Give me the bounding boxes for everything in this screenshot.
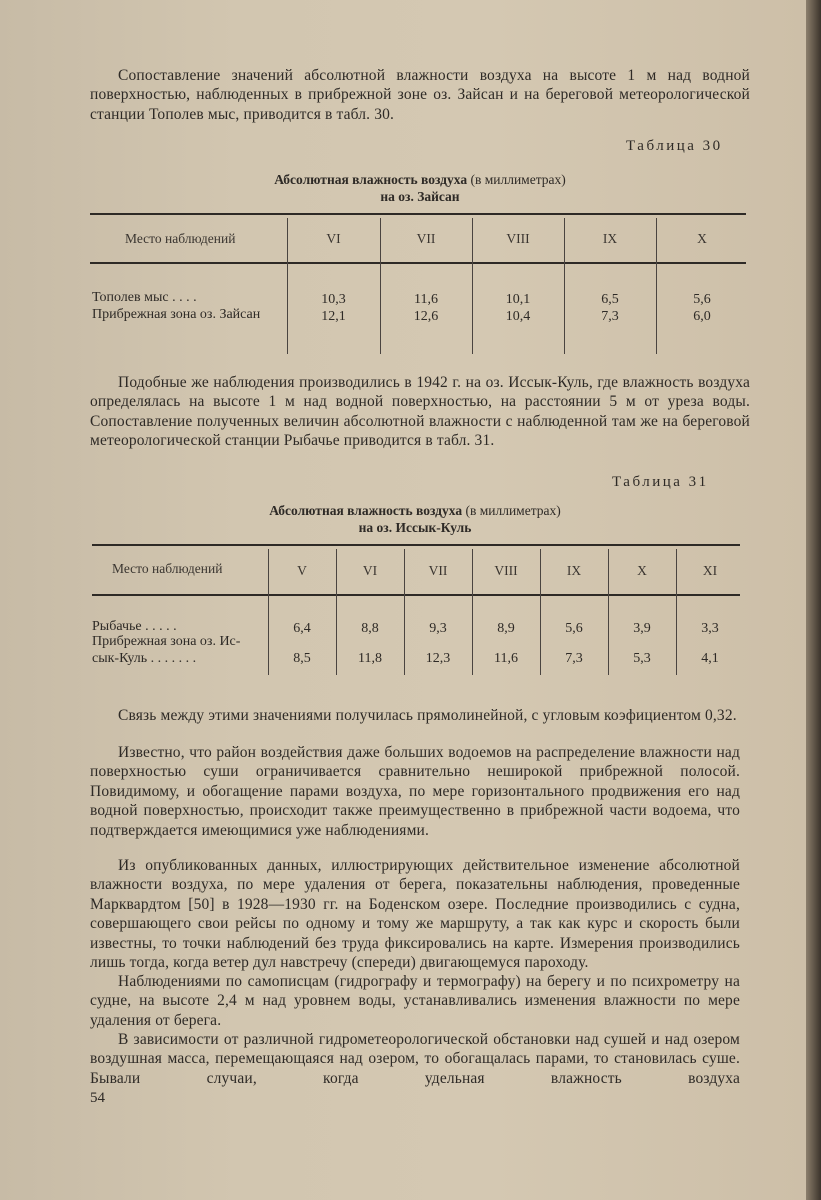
body-paragraph: Наблюдениями по самописцам (гидрографу и термографу) на берегу и по психрометру на судне, на высоте 2,4 м над уровнем воды, устанавливались изменения влажности по мере удаления от берега. [90, 973, 740, 1029]
middle-paragraph: Подобные же наблюдения производились в 1942 г. на оз. Иссык-Куль, где влажность воздуха определялась на высоте 1 м над водной поверхностью, на расстоянии 5 м от уреза воды. Сопоставление полученных величин абсолютной влажности с наблюденной там же на береговой метеорологической станции Рыбачье приводится в табл. 31. [90, 374, 750, 450]
table31-header-month: VII [428, 563, 448, 578]
table30-top-rule [90, 213, 746, 215]
table31-header-month: V [297, 563, 307, 578]
table30-cell: 11,6 [414, 292, 438, 307]
table30-header-month: VIII [506, 231, 530, 246]
table30-title-lake: на оз. Зайсан [380, 189, 460, 204]
table30-header-month: IX [602, 231, 618, 246]
table30-label: Таблица 30 [626, 138, 723, 154]
table31-title-lake: на оз. Иссык-Куль [358, 520, 472, 535]
table30-cell: 7,3 [601, 309, 619, 324]
table31-header-month: VI [362, 563, 378, 578]
body-paragraph: В зависимости от различной гидрометеорологической обстановки над сушей и над озером воздушная масса, перемещающаяся над озером, то обогащалась парами, то становилась суше. Бывали случаи, когда удельная влажность воздуха [90, 1031, 740, 1087]
table30-cell: 12,1 [321, 309, 346, 324]
body-paragraph: Связь между этими значениями получилась прямолинейной, с угловым коэфициентом 0,32. [118, 707, 737, 724]
page-number: 54 [90, 1090, 105, 1106]
table31-title-main: Абсолютная влажность воздуха [269, 503, 463, 518]
table31-header-month: IX [566, 563, 582, 578]
intro-paragraph: Сопоставление значений абсолютной влажности воздуха на высоте 1 м над водной поверхностью, наблюденных в прибрежной зоне оз. Зайсан и на береговой метеорологической станции Тополев мыс, приводится в табл. 30. [90, 67, 750, 123]
table31-title-units: (в миллиметрах) [465, 503, 561, 518]
table31-cell: 11,6 [494, 651, 518, 666]
table31-top-rule [92, 544, 740, 546]
table31-cell: 5,3 [633, 651, 651, 666]
table31-cell: 5,6 [565, 621, 583, 636]
table30-cell: 12,6 [413, 309, 439, 324]
body-paragraph: Из опубликованных данных, иллюстрирующих действительное изменение абсолютной влажности воздуха, по мере удаления от берега, показательны наблюдения, проведенные Марквардтом [50] в 1928—1930 гг. на Боденском озере. Последние производились с судна, совершающего свои рейсы по одному и тому же маршруту, а так как курс и скорость были известны, то точки наблюдений без труда фиксировались на карте. Измерения производились лишь тогда, когда ветер дул навстречу (спереди) двигающемуся пароходу. [90, 857, 740, 972]
table31-row-place: Рыбачье . . . . . [92, 619, 177, 634]
table30-title-main: Абсолютная влажность воздуха [274, 172, 468, 187]
table31-cell: 7,3 [565, 651, 583, 666]
table31-cell: 8,9 [497, 621, 515, 636]
table31-header-month: X [637, 563, 647, 578]
table31-cell: 3,3 [701, 621, 719, 636]
table31-cell: 8,8 [361, 621, 379, 636]
table30-cell: 10,3 [321, 292, 346, 307]
table30-header-month: VII [416, 231, 436, 246]
body-paragraph: Известно, что район воздействия даже больших водоемов на распределение влажности над поверхностью суши ограничивается сравнительно неширокой прибрежной полосой. Повидимому, и обогащение парами воздуха, по мере горизонтального продвижения его над водной поверхностью, происходит также преимущественно в прибрежной части водоема, что подтверждается имеющимися уже наблюдениями. [90, 744, 740, 839]
table30-header-month: X [697, 231, 707, 246]
table31-header-rule [92, 594, 740, 596]
table30-cell: 6,5 [601, 292, 619, 307]
table31-title [90, 502, 740, 536]
table31-cell: 3,9 [633, 621, 651, 636]
table31-header-month: VIII [494, 563, 518, 578]
table30-title [90, 171, 750, 205]
table31-row-place-cont: сык-Куль . . . . . . . [92, 651, 197, 666]
table31-cell: 8,5 [293, 651, 311, 666]
table30-cell: 6,0 [693, 309, 711, 324]
table31-cell: 12,3 [425, 651, 451, 666]
table30-header-month: VI [326, 231, 341, 246]
table31-cell: 6,4 [293, 621, 311, 636]
table31-row-place: Прибрежная зона оз. Ис- [92, 634, 241, 649]
table30-row-place: Тополев мыс . . . . [92, 290, 197, 305]
table30-title-units: (в миллиметрах) [470, 172, 566, 187]
table31-header-month: XI [702, 563, 718, 578]
table30-cell: 10,1 [505, 292, 531, 307]
table30-cell: 10,4 [505, 309, 531, 324]
table30-header-rule [90, 262, 746, 264]
table30-header-place: Место наблюдений [125, 231, 236, 246]
table31-header-place: Место наблюдений [112, 561, 223, 576]
table31-label: Таблица 31 [612, 474, 709, 490]
page-edge [806, 0, 821, 1200]
table30-cell: 5,6 [693, 292, 711, 307]
table30-row-place: Прибрежная зона оз. Зайсан [92, 307, 261, 322]
table31-cell: 11,8 [358, 651, 382, 666]
table31-cell: 4,1 [701, 651, 719, 666]
table31-cell: 9,3 [429, 621, 447, 636]
